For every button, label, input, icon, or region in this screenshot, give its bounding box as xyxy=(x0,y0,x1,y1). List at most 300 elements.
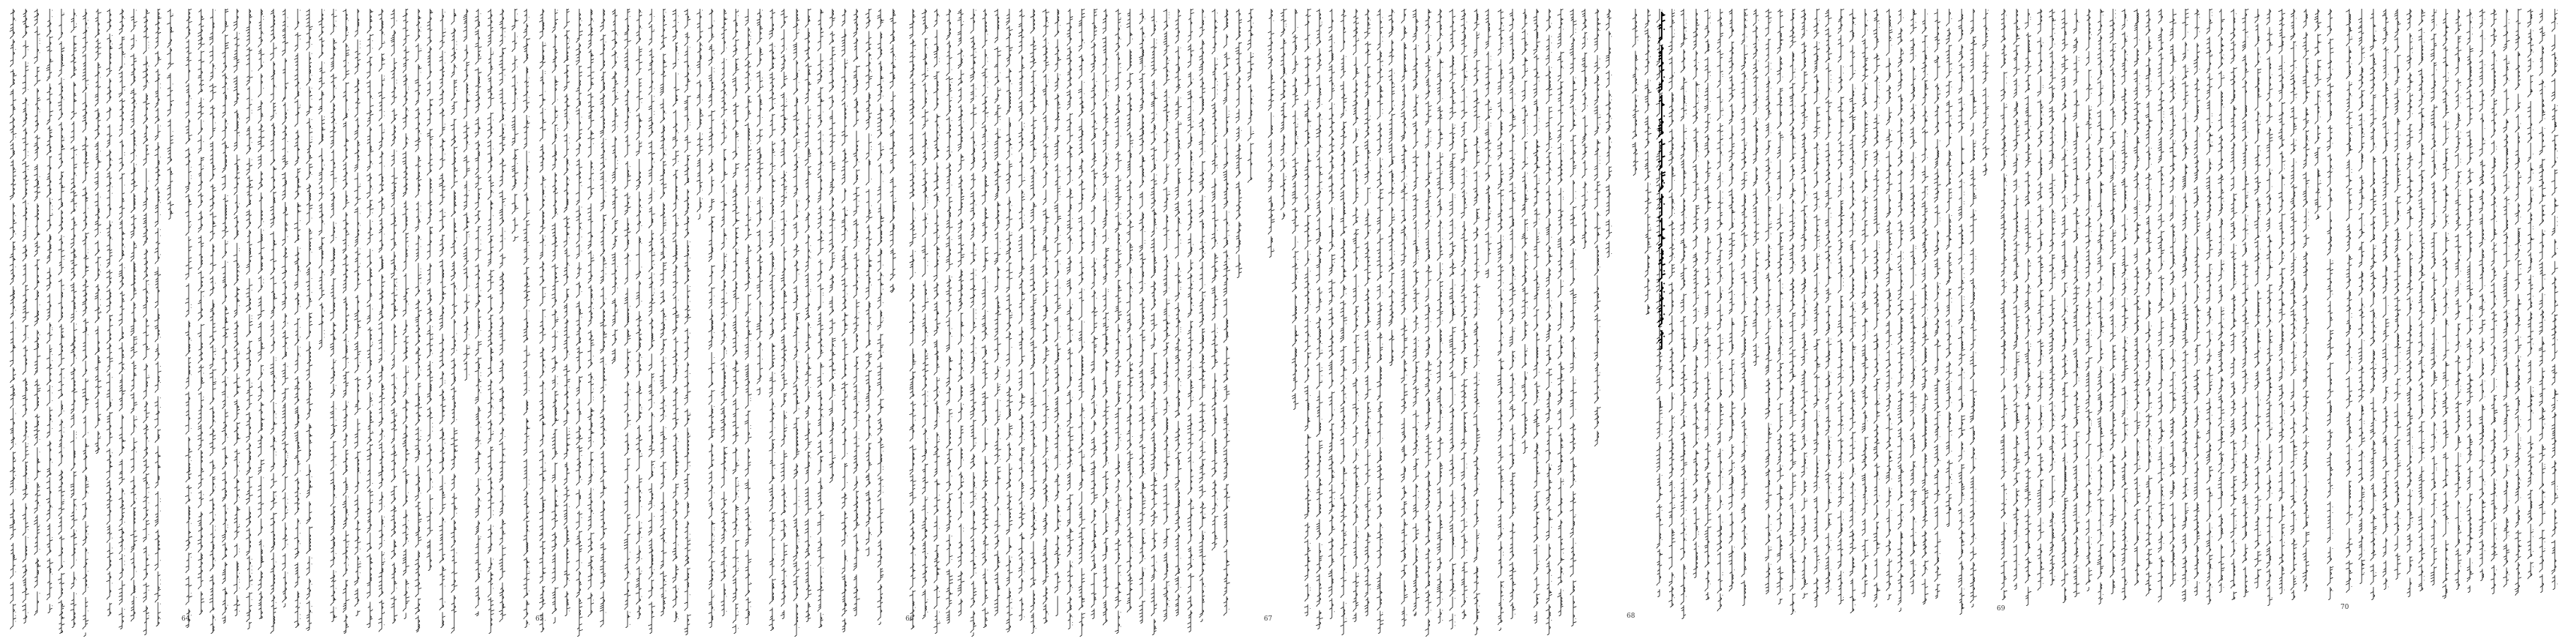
text-column xyxy=(233,9,241,616)
mongolian-script-line xyxy=(317,9,326,351)
text-column xyxy=(1005,9,1014,632)
text-column xyxy=(1764,9,1773,594)
text-column xyxy=(2490,9,2498,594)
text-column xyxy=(1174,9,1183,616)
mongolian-script-line xyxy=(305,9,314,631)
mongolian-script-line xyxy=(1872,9,1881,607)
mongolian-script-line xyxy=(1198,9,1207,622)
text-column xyxy=(2326,9,2335,600)
text-column xyxy=(1198,9,1207,622)
mongolian-script-line xyxy=(2072,9,2081,597)
mongolian-script-line xyxy=(865,9,873,556)
mongolian-script-line xyxy=(1812,9,1821,607)
text-column xyxy=(1703,9,1712,600)
text-column xyxy=(2393,9,2402,580)
mongolian-script-line xyxy=(659,9,668,616)
mongolian-script-line xyxy=(269,9,278,637)
text-column xyxy=(780,9,788,619)
text-column xyxy=(792,9,801,637)
mongolian-script-line xyxy=(2441,9,2450,599)
text-column xyxy=(94,9,102,454)
mongolian-script-line xyxy=(1162,9,1171,626)
text-column xyxy=(1376,9,1385,634)
text-column xyxy=(293,9,302,628)
mongolian-script-line xyxy=(2205,9,2214,604)
text-column xyxy=(166,9,175,220)
text-column xyxy=(118,9,127,629)
mongolian-script-line xyxy=(981,9,990,628)
mongolian-script-line xyxy=(2289,9,2298,600)
text-column xyxy=(105,9,114,616)
text-column xyxy=(2205,9,2214,604)
mongolian-script-line xyxy=(2144,9,2153,599)
page-number: 66 xyxy=(905,615,914,623)
mongolian-script-line xyxy=(1969,9,1978,607)
text-column xyxy=(828,9,837,483)
text-column xyxy=(1740,9,1749,606)
text-column xyxy=(2302,9,2311,591)
mongolian-script-line xyxy=(184,9,193,628)
mongolian-script-line xyxy=(233,9,241,616)
text-column xyxy=(2514,9,2523,597)
mongolian-script-line xyxy=(635,9,644,619)
mongolian-script-line xyxy=(1957,9,1966,615)
mongolian-script-line xyxy=(1581,9,1589,249)
text-column xyxy=(197,9,206,615)
text-column xyxy=(2169,9,2177,591)
mongolian-script-line xyxy=(2514,9,2523,597)
text-column xyxy=(611,9,619,366)
text-column xyxy=(511,9,519,242)
mongolian-script-line xyxy=(1448,9,1457,629)
text-column xyxy=(2430,9,2438,585)
text-column xyxy=(1327,9,1336,619)
mongolian-script-line xyxy=(2313,9,2322,220)
mongolian-script-line xyxy=(2120,9,2129,600)
mongolian-script-line xyxy=(2490,9,2498,594)
text-column xyxy=(2024,9,2033,606)
text-column xyxy=(731,9,740,634)
mongolian-script-line xyxy=(1569,9,1578,626)
mongolian-script-line xyxy=(2169,9,2177,591)
mongolian-script-line xyxy=(840,9,849,632)
mongolian-script-line xyxy=(2217,9,2226,593)
text-column xyxy=(1029,9,1038,634)
mongolian-script-line xyxy=(2133,9,2142,585)
text-column xyxy=(1945,9,1954,527)
mongolian-script-line xyxy=(522,9,531,628)
mongolian-script-line xyxy=(1933,9,1942,599)
text-column xyxy=(366,9,374,628)
text-column xyxy=(1412,9,1420,616)
mongolian-script-line xyxy=(462,9,471,381)
text-column xyxy=(1496,9,1505,631)
text-column xyxy=(1235,9,1243,278)
page-number: 70 xyxy=(2340,604,2349,611)
text-column xyxy=(575,9,584,637)
mongolian-script-line xyxy=(908,9,917,629)
text-column xyxy=(1101,9,1110,628)
text-column xyxy=(2036,9,2045,594)
text-column xyxy=(683,9,692,635)
mongolian-script-line xyxy=(2430,9,2438,585)
mongolian-script-line xyxy=(2229,9,2238,600)
text-column xyxy=(720,9,728,616)
mongolian-script-line xyxy=(647,9,656,634)
mongolian-script-line xyxy=(57,9,66,634)
text-column xyxy=(1303,9,1312,616)
text-column xyxy=(2048,9,2057,585)
mongolian-script-line xyxy=(1339,9,1348,635)
mongolian-script-line xyxy=(2024,9,2033,606)
text-column xyxy=(1897,9,1905,612)
text-column xyxy=(2217,9,2226,593)
text-column xyxy=(2253,9,2262,588)
mongolian-script-line xyxy=(957,9,965,616)
mongolian-script-line xyxy=(623,9,632,628)
text-column xyxy=(707,9,716,628)
mongolian-script-line xyxy=(1909,9,1918,594)
mongolian-script-line xyxy=(1800,9,1809,599)
mongolian-script-line xyxy=(1315,9,1324,629)
mongolian-script-line xyxy=(1077,9,1086,637)
text-column xyxy=(1812,9,1821,607)
mongolian-script-line xyxy=(2406,9,2414,597)
text-column xyxy=(623,9,632,628)
text-column xyxy=(647,9,656,634)
text-column xyxy=(2526,9,2535,584)
mongolian-script-line xyxy=(1029,9,1038,634)
mongolian-script-line xyxy=(1764,9,1773,594)
text-column xyxy=(2120,9,2129,600)
mongolian-script-line xyxy=(1114,9,1123,634)
text-column xyxy=(587,9,595,621)
text-column xyxy=(1933,9,1942,599)
text-column xyxy=(474,9,483,616)
mongolian-script-line xyxy=(2109,9,2117,594)
text-column xyxy=(1279,9,1288,220)
mongolian-script-line xyxy=(474,9,483,616)
text-column xyxy=(1508,9,1517,619)
mongolian-script-line xyxy=(2538,9,2547,593)
text-column xyxy=(2406,9,2414,597)
text-column xyxy=(2381,9,2390,590)
text-column xyxy=(1716,9,1725,612)
text-column xyxy=(281,9,290,607)
mongolian-script-line xyxy=(2393,9,2402,580)
text-column xyxy=(1267,9,1276,258)
mongolian-script-line xyxy=(154,9,162,626)
mongolian-script-line xyxy=(575,9,584,637)
mongolian-script-line xyxy=(1267,9,1276,258)
text-column xyxy=(1291,9,1300,410)
mongolian-script-line xyxy=(2278,9,2286,594)
text-column xyxy=(1138,9,1147,624)
text-column xyxy=(2265,9,2274,606)
text-column xyxy=(1776,9,1785,604)
text-column xyxy=(2193,9,2202,596)
text-column xyxy=(1885,9,1894,600)
text-column xyxy=(551,9,560,624)
text-column xyxy=(2144,9,2153,599)
text-column xyxy=(414,9,423,632)
text-column xyxy=(1424,9,1433,637)
text-column xyxy=(1222,9,1231,616)
text-column xyxy=(876,9,885,625)
mongolian-script-line xyxy=(1593,9,1602,446)
mongolian-script-line xyxy=(562,9,571,616)
mongolian-script-line xyxy=(731,9,740,634)
mongolian-script-line xyxy=(1643,9,1652,315)
text-column xyxy=(2417,9,2426,591)
text-column xyxy=(1556,9,1565,616)
mongolian-script-line xyxy=(221,9,230,624)
text-column xyxy=(2072,9,2081,597)
mongolian-script-line xyxy=(293,9,302,628)
mongolian-script-line xyxy=(1776,9,1785,604)
mongolian-script-line xyxy=(1126,9,1134,615)
mongolian-script-line xyxy=(1210,9,1219,556)
text-column xyxy=(9,9,18,629)
mongolian-script-line xyxy=(1174,9,1183,616)
mongolian-script-line xyxy=(1496,9,1505,631)
text-column xyxy=(269,9,278,637)
mongolian-script-line xyxy=(197,9,206,615)
text-column xyxy=(426,9,434,571)
mongolian-script-line xyxy=(2326,9,2335,600)
text-column xyxy=(1114,9,1123,634)
text-column xyxy=(659,9,668,616)
mongolian-script-line xyxy=(1279,9,1288,220)
mongolian-script-line xyxy=(2157,9,2166,604)
mongolian-script-line xyxy=(1703,9,1712,600)
mongolian-script-line xyxy=(1716,9,1725,612)
text-column xyxy=(1605,9,1613,258)
page-number: 69 xyxy=(1997,605,2006,613)
text-column xyxy=(1837,9,1845,604)
mongolian-script-line xyxy=(21,9,30,624)
mongolian-script-line xyxy=(166,9,175,220)
mongolian-script-line xyxy=(2454,9,2463,590)
text-column xyxy=(1400,9,1409,626)
text-column xyxy=(1066,9,1074,629)
mongolian-script-line xyxy=(756,9,764,395)
text-column xyxy=(1569,9,1578,626)
mongolian-script-line xyxy=(402,9,410,619)
mongolian-script-line xyxy=(1472,9,1481,635)
mongolian-script-line xyxy=(2048,9,2057,585)
text-column xyxy=(768,9,777,631)
text-column xyxy=(450,9,459,635)
text-column xyxy=(945,9,954,624)
mongolian-script-line xyxy=(780,9,788,619)
mongolian-script-line xyxy=(768,9,777,631)
mongolian-script-line xyxy=(993,9,1002,616)
mongolian-script-line xyxy=(1897,9,1905,612)
mongolian-script-line xyxy=(744,9,753,625)
mongolian-script-line xyxy=(2478,9,2487,581)
text-column xyxy=(1861,9,1869,597)
mongolian-script-line xyxy=(498,9,507,625)
text-column xyxy=(2454,9,2463,590)
mongolian-script-line xyxy=(2193,9,2202,596)
text-column xyxy=(804,9,813,622)
text-column xyxy=(1788,9,1797,615)
text-column xyxy=(2478,9,2487,581)
text-column xyxy=(1752,9,1760,366)
mongolian-script-line xyxy=(1824,9,1833,594)
text-column xyxy=(1436,9,1445,624)
text-column xyxy=(2466,9,2474,593)
mongolian-script-line xyxy=(1508,9,1517,619)
mongolian-script-line xyxy=(2550,9,2559,590)
text-column xyxy=(1969,9,1978,607)
page-number: 64 xyxy=(181,615,190,623)
text-column xyxy=(1053,9,1062,616)
text-column xyxy=(2278,9,2286,594)
text-column xyxy=(221,9,230,624)
page-number: 68 xyxy=(1627,613,1635,620)
text-column xyxy=(129,9,138,622)
text-column xyxy=(889,9,897,293)
text-column xyxy=(1824,9,1833,594)
text-column xyxy=(1315,9,1324,629)
mongolian-script-line xyxy=(486,9,495,634)
mongolian-script-line xyxy=(2345,9,2354,594)
mongolian-script-line xyxy=(2253,9,2262,588)
mongolian-script-line xyxy=(1921,9,1929,604)
text-column xyxy=(599,9,608,629)
chapter-heading-column xyxy=(1657,12,1666,350)
mongolian-script-line xyxy=(1981,9,1990,176)
text-column xyxy=(184,9,193,628)
mongolian-script-line xyxy=(1945,9,1954,527)
mongolian-script-line xyxy=(390,9,399,624)
mongolian-script-line xyxy=(414,9,423,632)
text-column xyxy=(1545,9,1553,635)
mongolian-script-line xyxy=(1042,9,1050,624)
mongolian-script-line xyxy=(353,9,362,616)
mongolian-script-line xyxy=(538,9,547,632)
text-column xyxy=(1150,9,1159,635)
mongolian-script-line xyxy=(2526,9,2535,584)
text-column xyxy=(522,9,531,628)
mongolian-script-line xyxy=(329,9,338,622)
mongolian-script-line xyxy=(1101,9,1110,628)
mongolian-script-line xyxy=(945,9,954,624)
text-column xyxy=(538,9,547,632)
text-column xyxy=(33,9,42,619)
mongolian-script-line xyxy=(426,9,434,571)
mongolian-script-line xyxy=(1291,9,1300,410)
mongolian-script-line xyxy=(707,9,716,628)
mongolian-script-line xyxy=(1752,9,1760,366)
text-column xyxy=(1339,9,1348,635)
mongolian-script-line xyxy=(81,9,90,637)
mongolian-script-line xyxy=(1657,12,1666,350)
text-column xyxy=(402,9,410,619)
text-column xyxy=(2441,9,2450,599)
text-column xyxy=(2538,9,2547,593)
text-column xyxy=(438,9,447,628)
mongolian-script-line xyxy=(1327,9,1336,619)
text-column xyxy=(933,9,941,634)
mongolian-script-line xyxy=(2466,9,2474,593)
text-column xyxy=(257,9,265,619)
text-column xyxy=(1981,9,1990,176)
mongolian-script-line xyxy=(118,9,127,629)
text-column xyxy=(957,9,965,616)
mongolian-script-line xyxy=(1400,9,1409,626)
mongolian-script-line xyxy=(1788,9,1797,615)
mongolian-script-line xyxy=(2502,9,2511,590)
mongolian-script-line xyxy=(683,9,692,635)
text-column xyxy=(1848,9,1857,613)
text-column xyxy=(2109,9,2117,594)
text-column xyxy=(2012,9,2021,590)
text-column xyxy=(1643,9,1652,315)
mongolian-script-line xyxy=(1376,9,1385,634)
mongolian-script-line xyxy=(933,9,941,634)
mongolian-script-line xyxy=(551,9,560,624)
text-column xyxy=(154,9,162,626)
text-column xyxy=(981,9,990,628)
mongolian-script-line xyxy=(1679,9,1688,619)
mongolian-script-line xyxy=(129,9,138,622)
mongolian-script-line xyxy=(1728,9,1736,597)
text-column xyxy=(1679,9,1688,619)
text-column xyxy=(969,9,978,637)
mongolian-script-line xyxy=(2265,9,2274,606)
mongolian-script-line xyxy=(1303,9,1312,616)
mongolian-script-line xyxy=(1532,9,1541,624)
text-column xyxy=(1909,9,1918,594)
mongolian-script-line xyxy=(45,9,54,613)
mongolian-script-line xyxy=(1848,9,1857,613)
mongolian-script-line xyxy=(2417,9,2426,591)
mongolian-script-line xyxy=(105,9,114,616)
mongolian-script-line xyxy=(1053,9,1062,616)
text-column xyxy=(81,9,90,637)
mongolian-script-line xyxy=(2000,9,2008,600)
mongolian-script-line xyxy=(2060,9,2069,603)
mongolian-script-line xyxy=(1186,9,1195,632)
page-number: 67 xyxy=(1264,615,1273,623)
text-column xyxy=(390,9,399,624)
text-column xyxy=(1246,9,1255,183)
text-column xyxy=(2289,9,2298,600)
mongolian-script-line xyxy=(208,9,217,634)
mongolian-script-line xyxy=(1837,9,1845,604)
mongolian-script-line xyxy=(1424,9,1433,637)
mongolian-script-line xyxy=(611,9,619,366)
text-column xyxy=(1162,9,1171,626)
text-column xyxy=(69,9,78,628)
mongolian-script-line xyxy=(1631,9,1640,176)
mongolian-script-line xyxy=(281,9,290,607)
mongolian-script-line xyxy=(671,9,680,622)
text-column xyxy=(1090,9,1099,619)
mongolian-script-line xyxy=(2181,9,2190,602)
mongolian-script-line xyxy=(142,9,151,635)
text-column xyxy=(1521,9,1529,454)
mongolian-script-line xyxy=(587,9,595,621)
mongolian-script-line xyxy=(696,9,704,220)
mongolian-script-line xyxy=(1521,9,1529,454)
mongolian-script-line xyxy=(2357,9,2366,584)
text-column xyxy=(2133,9,2142,585)
mongolian-script-line xyxy=(2381,9,2390,590)
